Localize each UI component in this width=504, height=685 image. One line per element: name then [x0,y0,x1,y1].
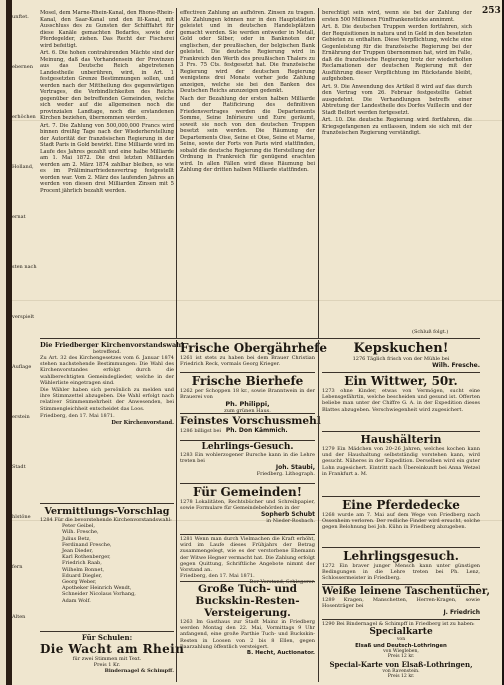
ad-text: 1286 billigst bei [180,428,222,434]
ad-title: Lehrlings-Gesuch. [201,442,294,452]
margin-fragment: erstein [12,414,30,420]
ad-title: Specialkarte [369,627,433,638]
notice-text: 1281 Wenn man durch Vielmachen die Kraft erhöht, wird im Laufe dieses Frühjahrs der Betrag zusammengelegt, wie es der verstorbene Ehemann der Witwe Hegner vermacht hat. Die Zahlung erfolgt gegen Quittung, Schriftliche Angebote nimmt der Vorstand an. [180,536,315,574]
ad-price: Preis 12 kr. [387,674,415,680]
ad-rule [322,372,480,373]
ad-rule [180,483,315,484]
ad-text: 1261 ist stets zu haben bei dem Brauer Christian Friedrich Reck, vormals Georg Krieger. [180,355,315,368]
ad-text: 1284 Für die bevorstehende Kirchenvorstandswahl: [40,517,172,523]
margin-fragment: hlstöne [12,514,31,520]
notice-date: Friedberg, den 17. Mai 1871. [180,573,255,580]
lehrlingsgesuch-ad [322,549,480,583]
vermittlungs-vorschlag-ad [40,506,174,630]
ad-text: 1289 Kragen, Manschetten, Herren-Kragen, sowie Hosenträger bei [322,597,480,610]
ad-text: 1290 Bei Bindernagel & Schimpff in Friedberg ist zu haben: [322,621,475,627]
notice-subtitle: betreffend. [92,349,122,355]
ad-rule [322,431,480,432]
ad-vendor: Wilh. Fresche. [432,362,480,369]
ad-title: Haushälterin [360,433,442,446]
candidate-name: Adam Wolf. [62,597,91,604]
paragraph: Art. 7. Die Zahlung von 500,000,000 Francs wird binnen dreißig Tage nach der Wiederherstellung der Autorität der französischen Regierung in der Stadt Paris in Gold bewirkt. Eine Milliarde wird im Laufe des Jahres gezahlt und eine halbe Milliarde am 1. Mai 1872. Die drei letzten Milliarden werden am 2. März 1874 zahlbar bleiben, so wie es im Präliminarfriedensvertrag festgestellt worden war. Vom 2. März des laufenden Jahres an werden von diesen drei Milliarden Zinsen mit 5 Procent jährlich bezahlt werden. [40,122,174,194]
ad-title: Für Schulen: [81,633,133,642]
margin-fragment: fern [12,564,23,570]
ad-rule [180,413,315,414]
ad-title: Für Gemeinden! [192,485,303,499]
paragraph: Art. 9. Die Anwendung des Artikel 8 wird auf das durch den Vertrag vom 26. Februar festgestellte Gebiet ausgedehnt. Die Verhandlungen betreffs einer Abtretung der Landestheile des Dorfes Vuillecin und der Stadt Belfort werden fortgesetzt. [322,83,472,116]
kirchenvorstand-notice [40,341,184,501]
ad-vendor: Ph. Philippi, [225,400,270,409]
paragraph: Mosel, dem Marne-Rhein-Kanal, den Rhone-Rhein-Kanal, den Saar-Kanal und den Ill-Kanal, mit Ausschluss des zu Gunsten der Schifffahrt für diese Kanäle gemachten Bedarfes, sowie der Pferdegelder, ziehen. Das Recht der Fischerei wird befeitigt. [40,10,174,49]
notice-date: Friedberg, den 17. Mai 1871. [40,412,115,419]
tuch-versteigerung-ad [180,583,315,681]
page-edge [0,0,6,685]
notice-title: Die Friedberger Kirchenvorstandswahl [40,341,184,349]
margin-fragment: Alten [12,614,26,620]
ad-title: Feinstes Vorschussmehl [180,415,321,427]
column-rule [318,8,319,338]
article-column-3 [322,10,472,328]
paragraph: Art. 6. Die hohen contrahirenden Mächte sind der Meinung, daß das Vorhandensein der Provinzen aus das Deutsche Reich abgetretenen Landestheile unberühren, wird, in Art. 1 festgesetzten Grenze Bestimmungen sollen, und werden nach der Mittheilung des gegenwärtigen Vertrages, die Verbindlichkeiten des Reichs gegenüber den betreffenden Gemeinden, welche sich weder auf die allgemeinen noch die provinzialen Landtage, noch die erstandenen Kirchen beziehen, übernommen werden. [40,50,174,121]
ad-title: Vermittlungs-Vorschlag [44,506,170,517]
ad-text: 1263 Im Gasthaus zur Stadt Mainz in Friedberg werden Montag den 22. Mai, Vormittags 9 Uhr anfangend, eine große Parthie Tuch- und Buckskin-Resten in Loosen von 2 bis 8 Ellen, gegen Baarzahlung öffentlich versteigert. [180,619,315,650]
ad-signature: Bindernagel & Schimpff. [104,668,174,674]
pferdedecke-ad [322,498,480,546]
ad-text: Friedberg. Lithograph. [256,471,315,478]
ad-text: 1279 Ein Mädchen von 20–26 Jahren, welches kochen kann und der Haushaltung selbstständig vorstehen kann, wird gesucht. Näheres in der Expedition. Derselben wird ein guter Lohn zugesichert. Eintritt nach Übereinkunft bei Anna Wetzel in Frankfurt a. M. [322,446,480,477]
ad-title: Eine Pferdedecke [342,498,460,512]
ad-signature: B. Hecht, Auctionator. [246,650,315,657]
ad-text: 1273 ohne Kinder, etwas von Vermögen, sucht eine Lebensgefährtin, welche bescheiden und gesund ist. Offerten beliebe man unter der Chiffre G. A. in der Expedition dieses Blattes abzugeben. Verschwiegenheit wird zugesichert. [322,388,480,413]
ad-text: Elsaß und Deutsch-Lothringen [355,642,447,649]
ad-rule [180,534,315,535]
ad-rule [180,440,315,441]
paragraph: Nach der Bezahlung der ersten halben Milliarde und der Ratificirung des definitiven Friedensvertrages werden die Departements Somme, Seine Inférieure und Eure geräumt, soweit sie noch von den deutschen Truppen besetzt sein werden. Die Räumung der Departements Oise, Seine et Oise, Seine et Marne, Seine, sowie der Forts von Paris wird stattfinden, sobald die deutsche Regierung die Herstellung der Ordnung in Frankreich für genügend erachten wird. In allen Fällen wird diese Räumung bei Zahlung der dritten halben Milliarde stattfinden. [180,95,315,173]
haushaelterin-ad [322,433,480,495]
margin-fragment: erhöchen [12,114,36,120]
ad-price: Preis 12 kr. [387,654,415,660]
ad-vendor: Ph. Don Kämmich. [225,427,288,434]
ad-text: von [396,637,406,643]
gemeinden-ad [180,485,315,533]
ad-text: 1268 wurde am 7. Mai auf dem Wege von Friedberg nach Ossenheim verloren. Der redliche Finder wird ersucht, solche gegen Belohnung bei Joh. Kühn in Friedberg abzugeben. [322,512,480,531]
paragraph: effectiven Zahlung an aufhören. Zinsen zu tragen. Alle Zahlungen können nur in den Hauptstädten geleistet und in deutschen Handelsplätzen gemacht werden. Sie werden entweder in Metall, Gold oder Silber, oder in Banknoten der englischen, der preußischen, der belgischen Bank geleistet. Die deutsche Regierung wird in Frankreich den Werth des preußischen Thalers zu 3 Frs. 75 Cts. festgesetzt hat. Die französische Regierung wird der deutschen Regierung wenigstens drei Monate vorher jede Zahlung anzeigen, welche sie bei den Banken des Deutschen Reichs anzuzeigen gedenkt. [180,10,315,94]
ad-text: 1262 per Schoppen 18 kr., sowie Branntwein in der Brauerei von [180,388,315,401]
margin-fragment: sten nach [12,264,37,270]
continued-note: (Schluß folgt.) [412,329,449,335]
ad-title: Ein Wittwer, 50r. [344,374,458,388]
ad-rule [322,496,480,497]
ad-price: Preis 1 Kr. [93,662,121,668]
ad-vendor: Sopherb Schubt [260,511,315,519]
ad-text: 1272 Ein braver junger Mensch kann unter günstigen Bedingungen in die Lehre treten bei Ph. Lenz, Schlossermeister in Friedberg. [322,563,480,582]
ad-title: Lehrlingsgesuch. [343,549,459,563]
lehrlings-gesuch-ad [180,442,315,482]
article-column-2 [180,10,315,335]
ad-text: 1283 Ein wohlerzogener Bursche kann in die Lehre treten bei [180,452,315,465]
candidate-name: Schneider Nicolaus Vorhang, [62,591,136,598]
notice-text: Die Wähler haben sich persönlich zu melden und ihre Stimmzettel abzugeben. Die Wahl erfolgt nach relativer Stimmenmehrheit der Anwesenden, bei Stimmengleichheit entscheidet das Loos. [40,387,174,412]
ad-vendor: Joh. Staubi, [275,464,315,472]
ad-text: für zwei Stimmen mit Text. [72,656,142,662]
paragraph: Art. 8. Die deutschen Truppen werden fortfahren, sich der Requisitionen in natura und in Geld in den besetzten Gebieten zu enthalten. Diese Verpflichtung, welche eine Gegenleistung für die französische Regierung bei der Ernährung der Truppen übernommen hat, wird im Falle, daß die französische Regierung trotz der wiederholten Reclamationen der deutschen Regierung mit der Ausführung dieser Verpflichtung im Rückstande bleibt, aufgehoben. [322,24,472,82]
newspaper-page [12,0,502,685]
wittwer-ad [322,374,480,430]
ad-text: zum grünen Haus. [224,408,271,415]
candidate-name: Friedrich Raab, [62,560,102,567]
margin-fragment: verspielt [12,314,35,320]
ad-rule [40,503,174,504]
notice-text: Zu Art. 32 des Kirchengesetzes vom 6. Januar 1874 stehen nachstehende Bestimmungen: Die Wahl des Kirchenvorstandes erfolgt durch die wahlberechtigten Gemeindeglieder, welche in der Wählerliste eingetragen sind. [40,355,174,386]
ad-rule [180,372,315,373]
ad-text: in Nieder-Rosbach. [266,518,315,525]
section-rule [40,338,480,339]
margin-fragment: ebernen [12,64,33,70]
candidate-name: Karl Rothenberger, [62,554,111,561]
vorstand-notice [180,536,315,586]
ad-title: Frische Bierhefe [191,374,304,388]
ad-text: von Wiegleben, [383,649,419,655]
ad-rule [322,619,480,620]
ad-rule [322,547,480,548]
vorschussmehl-ad [180,415,321,439]
notice-signature: Der Kirchenvorstand. [111,420,174,427]
ad-text: 1278 Lokalitäten, Rechtsbücher und Schreibpapier, sowie Formulare für Gemeindebehörden in der [180,499,315,512]
taschentuecher-ad [322,586,490,618]
candidate-name: Peter Geibel, [62,523,95,530]
notice-signature: Der Vorstand, Schlegerer. [249,579,315,586]
ad-title: Frische Obergährhefe [180,341,327,355]
ad-text: von Ravenstein. [382,668,420,674]
column-rule [318,340,319,682]
ad-title: Kepskuchen! [353,341,449,356]
candidate-name: Georg Weber, [62,579,97,586]
candidate-name: Wilhelm Bonnet, [62,566,105,573]
ad-text: 1276 Täglich frisch von der Mühle bei [352,356,450,362]
bierhefe-ad [180,374,315,415]
paragraph: Art. 10. Die deutsche Regierung wird fortfahren, die Kriegsgefangenen zu entlassen, indem sie sich mit der französischen Regierung verständigt. [322,117,472,136]
candidate-name: Julius Betz, [62,535,91,542]
ad-title: Große Tuch- und Buckskin-Resten-Versteigerung. [195,583,300,619]
column-rule [176,8,177,338]
column-rule [176,340,177,682]
left-margin-fragments [12,10,36,660]
margin-fragment: ernat [12,214,26,220]
ad-headline: Die Wacht am Rhein [40,642,185,656]
kepskuchen-ad [322,341,480,371]
paragraph: berechtigt sein wird, wenn sie bei der Zahlung der ersten 500 Millionen Fünffrankenstücke annimmt. [322,10,472,23]
ad-rule [180,581,315,582]
candidate-name: Jean Dieder, [62,548,93,555]
specialkarte-ad [322,621,480,683]
margin-fragment: Auflage [12,364,32,370]
ad-rule [322,584,480,585]
candidate-list [40,523,174,604]
ad-title: Weiße leinene Taschentücher, [322,586,490,597]
ad-vendor: J. Friedrich [443,609,480,617]
margin-fragment: Stadt [12,464,26,470]
page-number: 253 [482,6,501,16]
ad-rule [40,631,174,632]
candidate-name: Wilh. Fresche, [62,529,99,536]
candidate-name: Ferdinand Fresche, [62,541,112,548]
margin-fragment: unftet. [12,14,29,20]
article-column-1 [40,10,174,335]
margin-fragment: Holland, [12,164,34,170]
obergaehrhefe-ad [180,341,327,371]
schulen-ad [40,633,185,683]
candidate-name: Eduard Diegler, [62,572,102,579]
candidate-name: Apotheker Heinrich Wendt, [62,585,132,592]
ad-title: Special-Karte von Elsaß-Lothringen, [329,659,473,669]
